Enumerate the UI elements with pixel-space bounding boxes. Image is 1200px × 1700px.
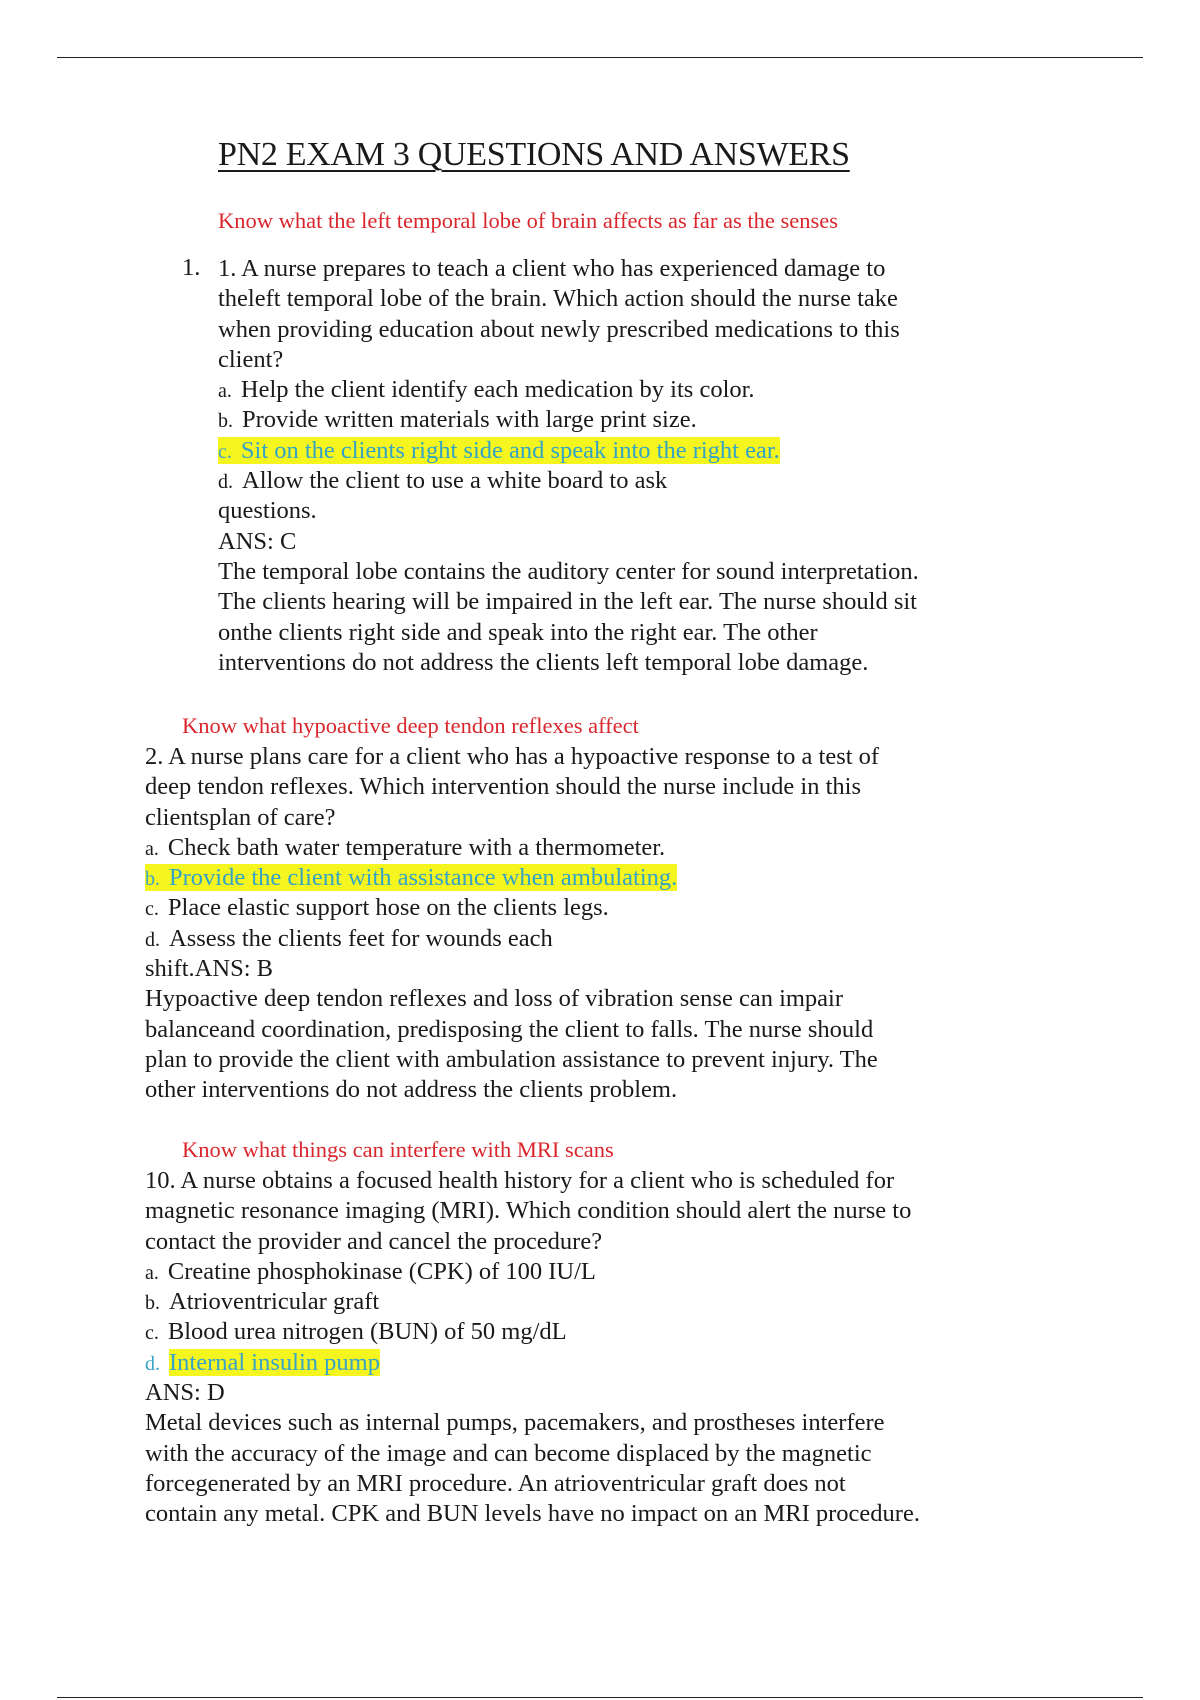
study-hint: Know what things can interfere with MRI scans: [182, 1137, 614, 1162]
rationale-text: onthe clients right side and speak into the right ear. The other: [218, 618, 818, 646]
answer-option: c. Place elastic support hose on the clients legs.: [145, 894, 609, 922]
study-hint: Know what hypoactive deep tendon reflexes affect: [182, 713, 639, 738]
answer-key: shift.ANS: B: [145, 955, 273, 983]
question-block: [145, 1166, 920, 1530]
top-rule: [57, 57, 1143, 58]
rationale-text: The clients hearing will be impaired in the left ear. The nurse should sit: [218, 588, 917, 616]
correct-answer-option: b. Provide the client with assistance when ambulating.: [145, 864, 678, 892]
question-text: deep tendon reflexes. Which intervention should the nurse include in this: [145, 773, 861, 801]
correct-answer-option: d. Internal insulin pump: [145, 1348, 380, 1376]
answer-option: a. Help the client identify each medication by its color.: [218, 376, 755, 404]
answer-option: b. Provide written materials with large print size.: [218, 406, 697, 434]
rationale-text: contain any metal. CPK and BUN levels have no impact on an MRI procedure.: [145, 1500, 920, 1528]
rationale-text: plan to provide the client with ambulation assistance to prevent injury. The: [145, 1045, 878, 1073]
answer-option: c. Blood urea nitrogen (BUN) of 50 mg/dL: [145, 1318, 567, 1346]
answer-option: b. Atrioventricular graft: [145, 1288, 380, 1316]
bottom-rule: [57, 1697, 1143, 1698]
question-text: when providing education about newly prescribed medications to this: [218, 315, 900, 343]
answer-option: d. Allow the client to use a white board to ask: [218, 467, 668, 495]
answer-option: a. Creatine phosphokinase (CPK) of 100 IU/L: [145, 1257, 596, 1285]
question-text: 1. A nurse prepares to teach a client who has experienced damage to: [218, 255, 886, 282]
rationale-text: The temporal lobe contains the auditory center for sound interpretation.: [218, 557, 919, 585]
answer-option: a. Check bath water temperature with a thermometer.: [145, 833, 666, 861]
page-title: PN2 EXAM 3 QUESTIONS AND ANSWERS: [218, 136, 850, 173]
question-block: [145, 742, 879, 1106]
rationale-text: interventions do not address the clients left temporal lobe damage.: [218, 648, 869, 676]
correct-answer-option: c. Sit on the clients right side and speak into the right ear.: [218, 436, 780, 464]
question-text: 10. A nurse obtains a focused health history for a client who is scheduled for: [145, 1167, 895, 1194]
rationale-text: balanceand coordination, predisposing the client to falls. The nurse should: [145, 1015, 874, 1043]
answer-key: ANS: C: [218, 527, 297, 555]
question-text: questions.: [218, 497, 317, 525]
rationale-text: with the accuracy of the image and can become displaced by the magnetic: [145, 1439, 872, 1467]
question-text: 2. A nurse plans care for a client who has a hypoactive response to a test of: [145, 743, 880, 770]
study-hint: Know what the left temporal lobe of brain affects as far as the senses: [218, 208, 838, 233]
question-text: client?: [218, 345, 284, 373]
question-text: contact the provider and cancel the procedure?: [145, 1227, 603, 1255]
question-text: theleft temporal lobe of the brain. Which action should the nurse take: [218, 285, 898, 313]
rationale-text: forcegenerated by an MRI procedure. An atrioventricular graft does not: [145, 1469, 846, 1497]
question-block: [218, 254, 919, 678]
question-text: magnetic resonance imaging (MRI). Which condition should alert the nurse to: [145, 1197, 912, 1225]
rationale-text: Hypoactive deep tendon reflexes and loss of vibration sense can impair: [145, 985, 844, 1013]
answer-option: d. Assess the clients feet for wounds each: [145, 924, 553, 952]
list-number: 1.: [182, 254, 201, 281]
question-text: clientsplan of care?: [145, 803, 336, 831]
answer-key: ANS: D: [145, 1379, 225, 1407]
rationale-text: other interventions do not address the clients problem.: [145, 1076, 678, 1104]
rationale-text: Metal devices such as internal pumps, pacemakers, and prostheses interfere: [145, 1409, 885, 1437]
